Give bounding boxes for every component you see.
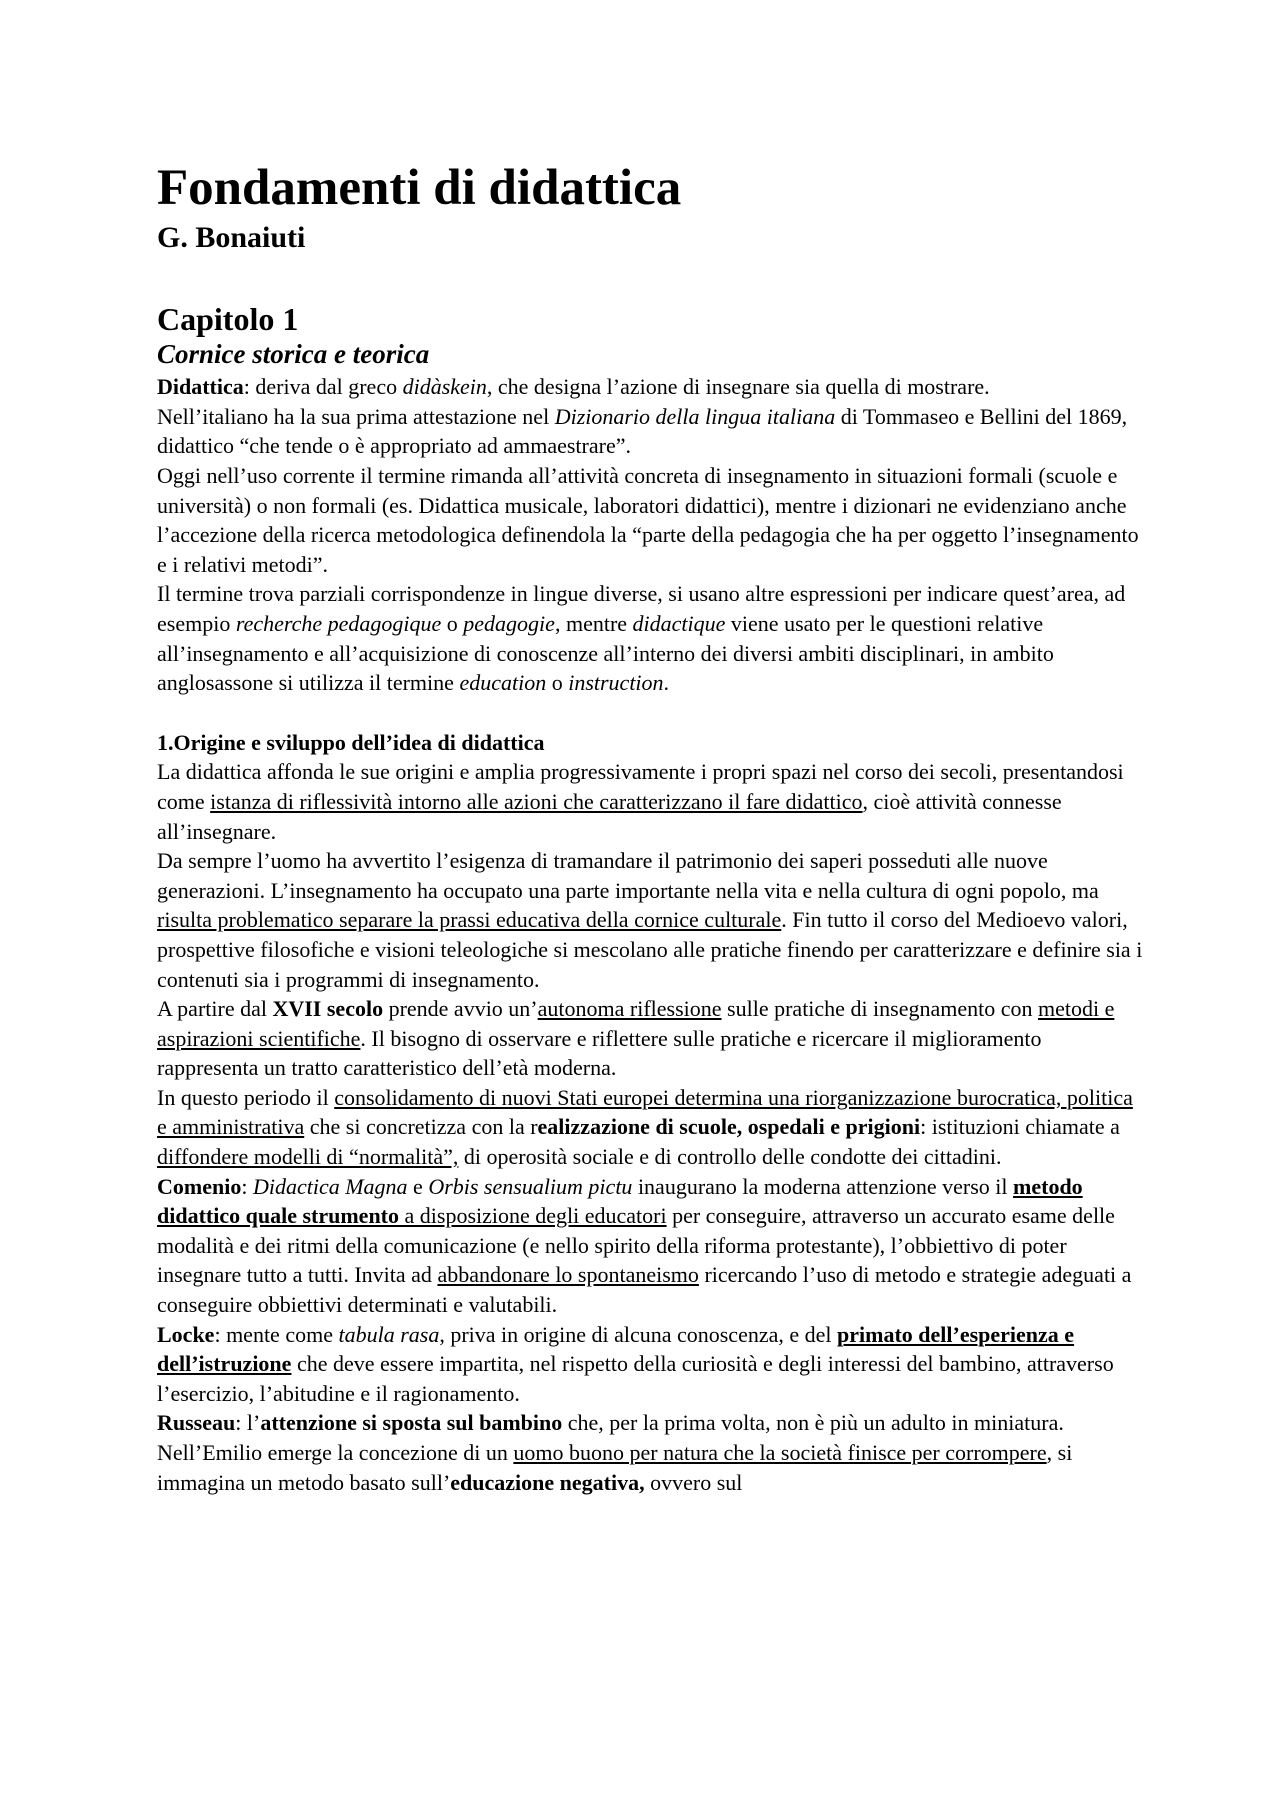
chapter-subtitle: Cornice storica e teorica — [157, 339, 430, 370]
text-run: . Il bisogno di osservare e riflettere sulle pratiche e ricercare il miglioramento rappresenta un tratto caratteristico dell’età moderna. — [157, 1025, 1042, 1081]
bold-run: Russeau — [157, 1410, 236, 1436]
text-run: Da sempre l’uomo ha avvertito l’esigenza di tramandare il patrimonio dei saperi posseduti alle nuove generazioni. L’insegnamento ha occupato una parte importante nella vita e nella cultura di ogni popolo, ma — [157, 848, 1099, 903]
section-paragraph-1 — [157, 757, 1147, 846]
text-run: per conseguire, attraverso un accurato esame delle modalità e dei ritmi della comunicazione (e nello spirito della riforma protestante), l’obbiettivo di poter insegnare tutto a tutti. Invita ad — [157, 1203, 1115, 1288]
intro-paragraph-3 — [157, 461, 1147, 579]
underlined-run: abbandonare lo spontaneismo — [437, 1262, 699, 1288]
text-run: o — [546, 670, 569, 696]
bold-run: Comenio — [157, 1173, 242, 1199]
text-run: Nell’italiano ha la sua prima attestazione nel — [157, 403, 555, 429]
dictionary-title: Dizionario della lingua italiana — [554, 403, 836, 429]
text-run: Il termine trova parziali corrispondenze in lingue diverse, si usano altre espressioni per indicare quest’area, ad esempio — [157, 581, 1126, 636]
term-didactique: didactique — [632, 610, 726, 636]
underlined-run: risulta problematico separare la prassi educativa della cornice culturale — [157, 907, 782, 933]
italic-run: Didactica Magna — [252, 1173, 408, 1199]
text-run: che si concretizza con la r — [304, 1114, 538, 1140]
text-run: ovvero sul — [644, 1469, 743, 1495]
term-didaskein: didàskein — [402, 374, 487, 400]
term-instruction: instruction — [568, 670, 664, 696]
term-education: education — [459, 670, 547, 696]
text-run: , che designa l’azione di insegnare sia quella di mostrare. — [486, 374, 990, 400]
document-page — [157, 150, 1147, 1497]
section-paragraph-5 — [157, 1172, 1147, 1320]
text-run: di Tommaseo e Bellini del 1869, didattico “che tende o è appropriato ad ammaestrare”. — [157, 403, 1128, 459]
text-run: inaugurano la moderna attenzione verso il — [632, 1173, 1014, 1199]
intro-paragraph-1 — [157, 372, 1147, 402]
text-run: ricercando l’uso di metodo e strategie adeguati a conseguire obbiettivi determinati e valutabili. — [157, 1262, 1132, 1318]
underlined-run: a disposizione degli educatori — [399, 1203, 667, 1229]
text-run: , si immagina un metodo basato sull’ — [157, 1440, 1073, 1495]
bold-run: ealizzazione di scuole, ospedali e prigioni — [537, 1114, 921, 1140]
text-run: , mentre — [554, 610, 633, 636]
section-paragraph-2 — [157, 846, 1147, 994]
italic-run: Orbis sensualium pictu — [428, 1173, 633, 1199]
section-paragraph-7 — [157, 1408, 1147, 1497]
text-run: prende avvio un’ — [383, 996, 538, 1022]
section-paragraph-6 — [157, 1320, 1147, 1409]
text-run: A partire dal — [157, 996, 273, 1022]
text-run: o — [441, 610, 464, 636]
intro-paragraph-4 — [157, 579, 1147, 697]
underlined-run: istanza di riflessività intorno alle azioni che caratterizzano il fare didattico — [210, 788, 863, 814]
text-run: e — [407, 1173, 429, 1199]
underlined-run: metodi e aspirazioni scientifiche — [157, 996, 1115, 1051]
document-author: G. Bonaiuti — [157, 221, 306, 255]
text-run: che deve essere impartita, nel rispetto della curiosità e degli interessi del bambino, attraverso l’esercizio, l’abitudine e il ragionamento. — [157, 1351, 1114, 1406]
bold-underlined-run: primato dell’esperienza e dell’istruzione — [157, 1321, 1075, 1377]
text-run: : deriva dal greco — [243, 374, 403, 400]
text-run: . Fin tutto il corso del Medioevo valori, prospettive filosofiche e visioni teleologiche si mescolano alle pratiche finendo per caratterizzare e definire sia i contenuti sia i programmi di insegnamento. — [157, 907, 1143, 992]
term-pedagogie: pedagogie — [463, 610, 555, 636]
document-title: Fondamenti di didattica — [157, 160, 682, 216]
bold-run: XVII secolo — [272, 996, 384, 1022]
term-recherche: recherche pedagogique — [235, 610, 442, 636]
underlined-run: autonoma riflessione — [537, 996, 722, 1022]
text-run: , priva in origine di alcuna conoscenza, e del — [439, 1321, 838, 1347]
text-run: viene usato per le questioni relative all’insegnamento e all’acquisizione di conoscenze all’interno dei diversi ambiti disciplinari, in ambito anglosassone si utilizza il termine — [157, 610, 1054, 696]
underlined-run: consolidamento di nuovi Stati europei determina una riorganizzazione burocratica, politica e amministrativa — [157, 1084, 1133, 1140]
italic-run: tabula rasa — [338, 1321, 440, 1347]
text-run: : mente come — [214, 1321, 339, 1347]
text-run: . — [663, 670, 670, 696]
text-run: sulle pratiche di insegnamento con — [721, 996, 1039, 1022]
bold-run: Locke — [157, 1321, 215, 1347]
text-run: , cioè attività connesse all’insegnare. — [157, 788, 1062, 844]
section-title: 1.Origine e sviluppo dell’idea di didattica — [157, 729, 545, 755]
text-run: : l’ — [235, 1410, 261, 1436]
section-paragraph-3 — [157, 994, 1147, 1083]
bold-run: attenzione si sposta sul bambino — [260, 1410, 563, 1436]
bold-run: educazione negativa, — [450, 1469, 645, 1495]
bold-underlined-run: metodo didattico quale strumento — [157, 1173, 1083, 1229]
text-run: : — [241, 1173, 253, 1199]
text-run: In questo periodo il — [157, 1084, 335, 1110]
term-didattica: Didattica — [157, 374, 244, 400]
text-run: : istituzioni chiamate a — [920, 1114, 1120, 1140]
text-run: di operosità sociale e di controllo delle condotte dei cittadini. — [458, 1144, 1002, 1170]
text-run: Oggi nell’uso corrente il termine rimanda all’attività concreta di insegnamento in situazioni formali (scuole e università) o non formali (es. Didattica musicale, laboratori didattici), mentre i dizionari ne evidenziano anche l’accezione della ricerca metodologica definendola la “parte della pedagogia che ha per oggetto l’insegnamento e i relativi metodi”. — [157, 463, 1139, 577]
text-run: che, per la prima volta, non è più un adulto in miniatura. Nell’Emilio emerge la concezione di un — [157, 1410, 1064, 1466]
chapter-title: Capitolo 1 — [157, 301, 299, 338]
underlined-run: uomo buono per natura che la società finisce per corrompere — [513, 1440, 1047, 1466]
underlined-run: diffondere modelli di “normalità”, — [157, 1144, 459, 1170]
section-paragraph-4 — [157, 1083, 1147, 1172]
intro-paragraph-2 — [157, 402, 1147, 461]
text-run: La didattica affonda le sue origini e amplia progressivamente i propri spazi nel corso dei secoli, presentandosi come — [157, 759, 1124, 814]
